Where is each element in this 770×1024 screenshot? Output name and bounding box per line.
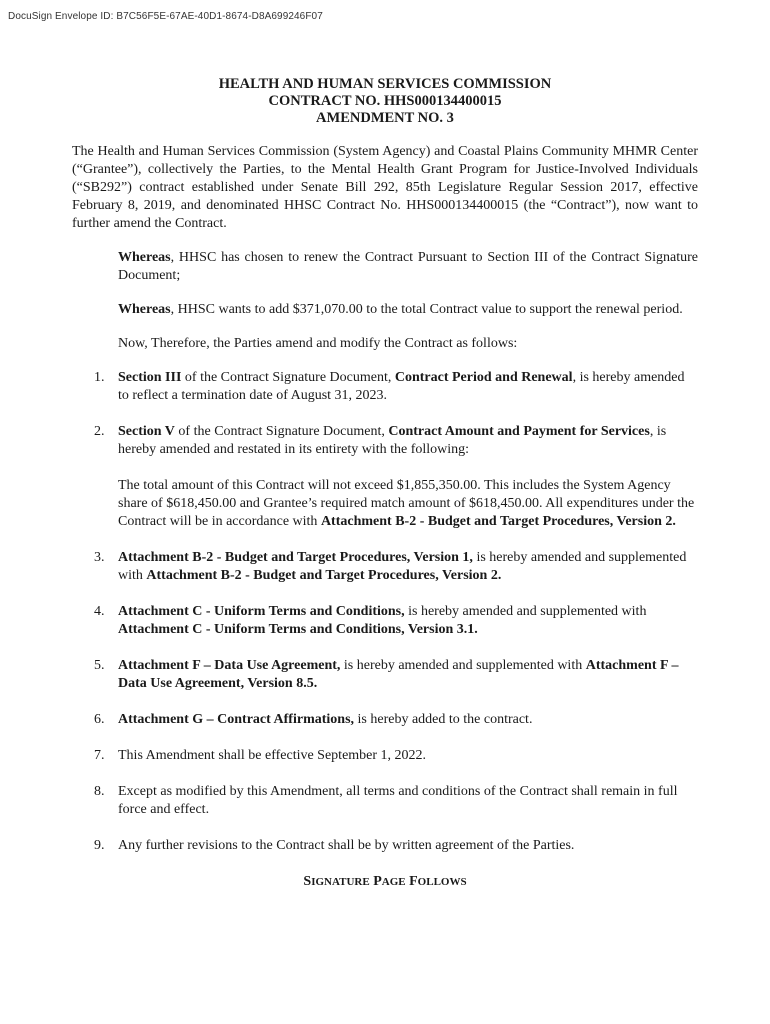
whereas-text: , HHSC has chosen to renew the Contract Pursuant to Section III of the Contract Signature Document;: [118, 250, 698, 283]
item-number: 2.: [94, 424, 105, 439]
signature-page-follows: [72, 873, 698, 891]
header-agency: HEALTH AND HUMAN SERVICES COMMISSION: [218, 76, 552, 92]
amendment-item-4: [72, 603, 698, 639]
item-text-b: , is hereby amended to reflect a termination date of August 31, 2023.: [118, 370, 685, 403]
amendment-item-3: [72, 549, 698, 585]
item-bold-a: Attachment G – Contract Affirmations,: [118, 712, 355, 727]
item-number: 4.: [94, 604, 105, 619]
item-bold-b: Attachment C - Uniform Terms and Conditions, Version 3.1.: [118, 622, 478, 637]
item-bold-b: Contract Amount and Payment for Services: [388, 424, 650, 439]
amendment-items-list: [72, 369, 698, 855]
item-bold-b: Contract Period and Renewal: [394, 370, 573, 385]
item-text-a: This Amendment shall be effective September 1, 2022.: [118, 748, 427, 763]
item-bold-b: Attachment B-2 - Budget and Target Procedures, Version 2.: [146, 568, 502, 583]
item-bold-b: Attachment F – Data Use Agreement, Version 8.5.: [118, 658, 679, 691]
sc-cap: S: [303, 874, 312, 889]
amendment-item-6: [72, 711, 698, 729]
whereas-text: , HHSC wants to add $371,070.00 to the total Contract value to support the renewal period.: [170, 302, 683, 317]
item-bold-a: Section III: [118, 370, 182, 385]
whereas-renewal: [118, 249, 698, 285]
item-number: 8.: [94, 784, 105, 799]
amendment-item-5: [72, 657, 698, 693]
contract-total-paragraph: [118, 477, 698, 531]
item-text-a: of the Contract Signature Document,: [174, 424, 389, 439]
now-therefore-paragraph: Now, Therefore, the Parties amend and modify the Contract as follows:: [118, 336, 518, 351]
item-bold-a: Attachment B-2 - Budget and Target Procedures, Version 1,: [118, 550, 473, 565]
item-text-b: , is hereby amended and restated in its entirety with the following:: [118, 424, 667, 457]
item-text-a: of the Contract Signature Document,: [181, 370, 395, 385]
whereas-lead: Whereas: [118, 250, 171, 265]
sc-rest: OLLOWS: [417, 876, 467, 888]
item-number: 6.: [94, 712, 105, 727]
item-text-a: is hereby amended and supplemented with: [118, 550, 687, 583]
item-number: 5.: [94, 658, 105, 673]
sc-rest: AGE: [381, 876, 406, 888]
item-number: 9.: [94, 838, 105, 853]
amendment-item-7: [72, 747, 698, 765]
amendment-item-2: [72, 423, 698, 531]
header-amendment-number: AMENDMENT NO. 3: [316, 110, 454, 126]
item-bold-a: Attachment F – Data Use Agreement,: [118, 658, 341, 673]
item-text-a: is hereby amended and supplemented with: [404, 604, 647, 619]
item-text-a: is hereby added to the contract.: [354, 712, 533, 727]
item-text-a: Except as modified by this Amendment, all terms and conditions of the Contract shall remain in full force and effect.: [118, 784, 678, 817]
item-number: 1.: [94, 370, 105, 385]
header-contract-number: CONTRACT NO. HHS000134400015: [268, 93, 502, 109]
sc-rest: IGNATURE: [311, 876, 370, 888]
whereas-lead: Whereas: [118, 302, 171, 317]
sc-cap: P: [373, 874, 382, 889]
contract-total-text: The total amount of this Contract will not exceed $1,855,350.00. This includes the System Agency share of $618,450.00 and Grantee’s required match amount of $618,450.00. All expenditures under the Contract will be in accordance with: [118, 478, 695, 529]
amendment-item-9: [72, 837, 698, 855]
whereas-funding: [118, 301, 698, 319]
contract-total-attachment: Attachment B-2 - Budget and Target Procedures, Version 2.: [320, 514, 676, 529]
item-text-a: Any further revisions to the Contract shall be by written agreement of the Parties.: [118, 838, 575, 853]
item-number: 7.: [94, 748, 105, 763]
amendment-item-8: [72, 783, 698, 819]
amendment-item-1: [72, 369, 698, 405]
item-bold-a: Section V: [118, 424, 175, 439]
sc-cap: F: [409, 874, 418, 889]
docusign-envelope-id: DocuSign Envelope ID: B7C56F5E-67AE-40D1-8674-D8A699246F07: [8, 11, 323, 22]
item-bold-a: Attachment C - Uniform Terms and Conditions,: [118, 604, 405, 619]
intro-paragraph: The Health and Human Services Commission (System Agency) and Coastal Plains Community MHMR Center (“Grantee”), collectively the Parties, to the Mental Health Grant Program for Justice-Involved Individuals (“SB292”) contract established under Senate Bill 292, 85th Legislature Regular Session 2017, effective February 8, 2019, and denominated HHSC Contract No. HHS000134400015 (the “Contract”), now want to further amend the Contract.: [72, 144, 698, 231]
contract-amendment-page: [72, 76, 698, 891]
item-number: 3.: [94, 550, 105, 565]
item-text-a: is hereby amended and supplemented with: [340, 658, 586, 673]
